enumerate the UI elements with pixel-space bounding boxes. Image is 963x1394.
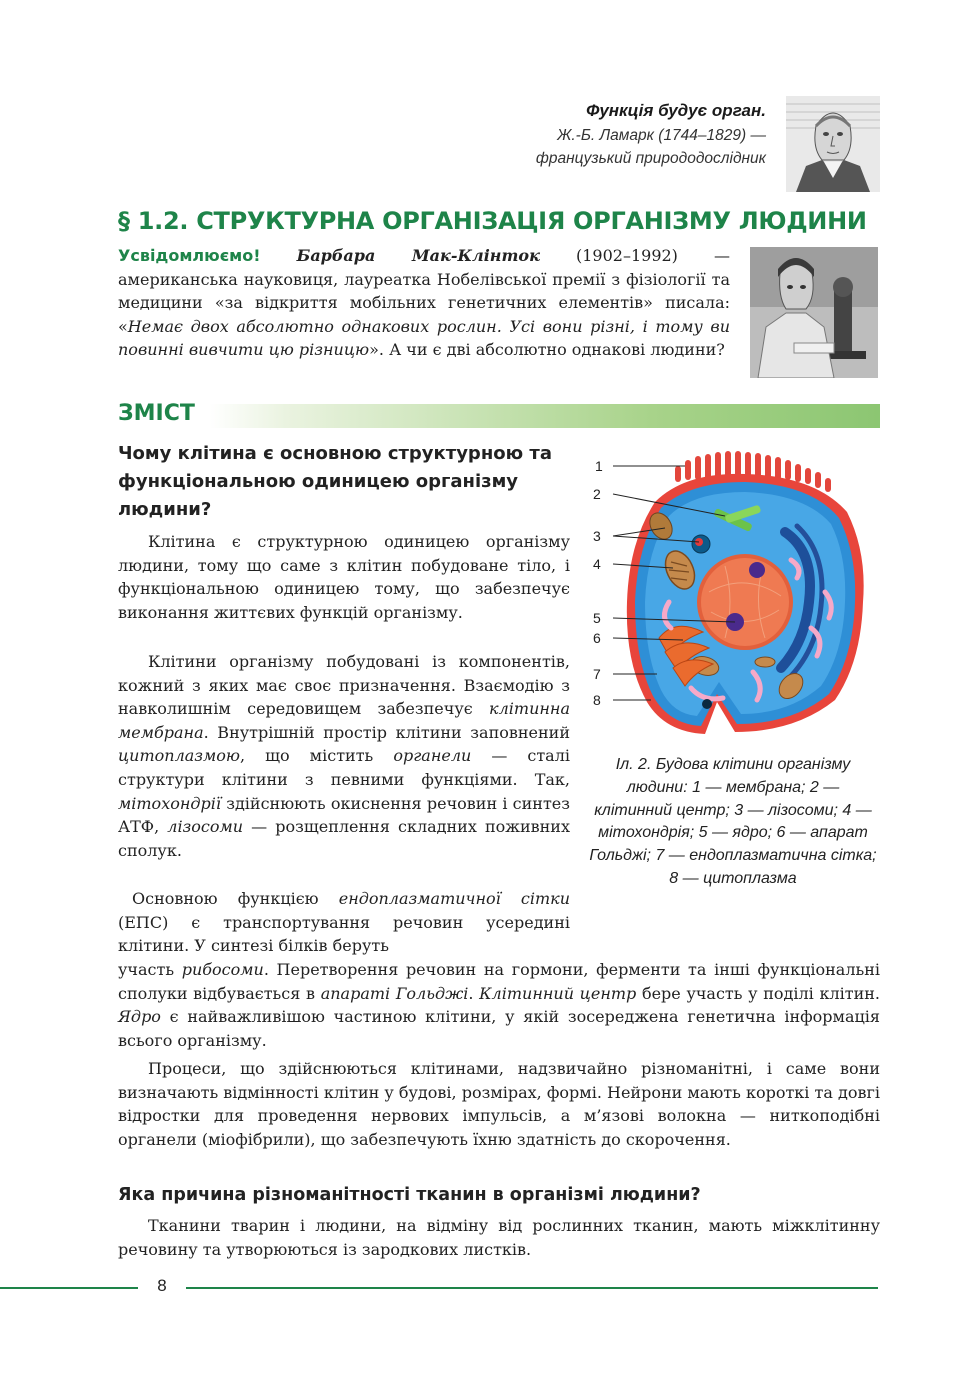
epigraph-quote: Функція будує орган.	[586, 101, 766, 120]
figure-caption: Іл. 2. Будова клітини організму людини: 1 — мембрана; 2 — клітинний центр; 3 — лізосоми; 4 — мітохондрія; 5 — ядро; 6 — апарат Гольджі; 7 — ендоплазматична сітка; 8 — цитоплазма	[589, 756, 877, 887]
paragraph-3-start	[118, 887, 570, 958]
figure-label-6: 6	[593, 630, 601, 646]
term-centrosome: Клітинний центр	[479, 983, 637, 1003]
intro-name: Барбара Мак-Клінток	[296, 246, 540, 265]
figure-label-8: 8	[593, 692, 601, 708]
paragraph-1: Клітина є структурною одиницею організму людини, тому що саме з клітин побудоване тіло, і функціональною одиницею тому, що забезпечує виконання життєвих функцій організму.	[118, 532, 570, 622]
epigraph	[536, 98, 766, 170]
intro-lead: Усвідомлюємо!	[118, 246, 261, 265]
p3-text: участь	[118, 960, 182, 979]
question-2: Яка причина різноманітності тканин в організмі людини?	[118, 1185, 701, 1205]
term-nucleus: Ядро	[118, 1007, 161, 1027]
question-1: Чому клітина є основною структурною та функціональною одиницею організму людини?	[118, 443, 552, 520]
p2-text: — сталі структури клітини з певними функціями. Так,	[118, 746, 571, 789]
footer-line-left	[0, 1287, 138, 1289]
intro-quote: Немає двох абсолютно однакових рослин. Усі вони різні, і тому ви повинні вивчити цю різницю	[118, 316, 730, 360]
p3-text: бере участь у поділі клітин.	[636, 983, 881, 1003]
term-ribosomes: рибосоми	[181, 960, 264, 979]
term-membrane: клітинна мембрана	[118, 699, 570, 742]
term-er: ендоплазматичної сітки	[338, 889, 570, 908]
epigraph-author-line2: французький природодослідник	[535, 150, 766, 167]
epigraph-author-line1: Ж.-Б. Ламарк (1744–1829) —	[557, 127, 766, 144]
p2-text: здійснюють окиснення речовин і синтез АТФ,	[118, 793, 570, 837]
paragraph-heading: § 1.2. СТРУКТУРНА ОРГАНІЗАЦІЯ ОРГАНІЗМУ ЛЮДИНИ	[118, 207, 867, 235]
figure-label-4: 4	[593, 556, 601, 572]
paragraph-3-cont	[118, 958, 880, 1052]
figure-label-3: 3	[593, 528, 601, 544]
term-organelles: органели	[393, 746, 472, 766]
mcclintock-photo	[750, 247, 878, 378]
intro-block	[118, 244, 730, 362]
p3-text: . Перетворення речовин на гормони, ферменти та інші функціональні сполуки відбувається в	[118, 960, 881, 1003]
cell-diagram	[585, 442, 885, 742]
p3-text: є найважливішою частиною клітини, у якій зосереджена генетична інформація всього організму.	[118, 1007, 880, 1050]
figure-label-5: 5	[593, 610, 601, 626]
term-mitochondria: мітохондрії	[118, 793, 221, 813]
p2-text: Клітини організму побудовані із компонентів, кожний з яких має своє призначення. Взаємодію з навколишнім середовищем забезпечує	[118, 652, 570, 719]
page-number: 8	[157, 1276, 167, 1295]
term-golgi: апараті Гольджі	[320, 983, 469, 1003]
term-cytoplasm: цитоплазмою	[118, 746, 241, 766]
figure-label-1: 1	[595, 458, 603, 474]
p3-text: .	[468, 983, 480, 1003]
figure-label-2: 2	[593, 486, 601, 502]
paragraph-2	[118, 650, 570, 862]
intro-text2: ». А чи є дві абсолютно однакові людини?	[369, 340, 725, 360]
footer-line-right	[186, 1287, 878, 1289]
p2-text: . Внутрішній простір клітини заповнений	[203, 722, 570, 742]
p3-text: (ЕПС) є транспортування речовин усередині клітини. У синтезі білків беруть	[118, 912, 570, 956]
section-bar	[118, 404, 880, 428]
term-lysosomes: лізосоми	[167, 817, 244, 837]
lamarck-portrait	[786, 96, 880, 192]
figure-label-7: 7	[593, 666, 601, 682]
p2-text: , що містить	[240, 746, 394, 766]
intro-text1: (1902–1992) — американська науковиця, лауреатка Нобелівської премії з фізіології та медицини «за відкриття мобільних генетичних елементів» писала: «	[118, 246, 730, 336]
paragraph-4: Процеси, що здійснюються клітинами, надзвичайно різноманітні, і саме вони визначають відмінності клітин у будові, розмірах, формі. Нейрони мають короткі та довгі відростки для проведення нервових імпульсів, а м’язові волокна — ниткоподібні органели (міофібрили), що забезпечують їхню здатність до скорочення.	[118, 1059, 880, 1149]
section-title: ЗМІСТ	[118, 401, 195, 426]
paragraph-5: Тканини тварин і людини, на відміну від рослинних тканин, мають міжклітинну речовину та утворюються із зародкових листків.	[118, 1216, 880, 1259]
p2-text: — розщеплення складних поживних сполук.	[118, 817, 570, 860]
p3-text: Основною функцією	[132, 889, 339, 908]
